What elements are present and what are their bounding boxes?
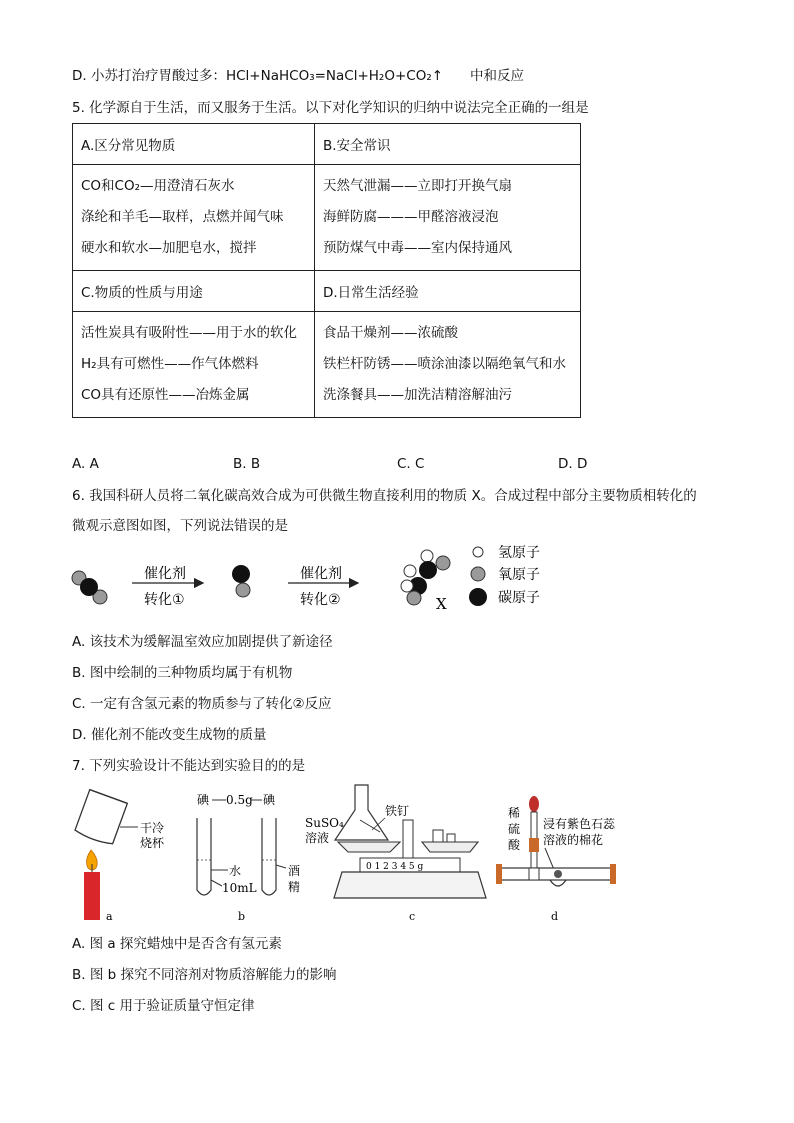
q5-b-line: 海鲜防腐———甲醛溶液浸泡 bbox=[323, 209, 499, 225]
q5-a-line: 涤纶和羊毛—取样，点燃并闻气味 bbox=[81, 209, 284, 225]
fig-a-caption: a bbox=[106, 910, 113, 923]
legend-hydrogen: 氢原子 bbox=[498, 545, 540, 561]
q5-c-line: 活性炭具有吸附性——用于水的软化 bbox=[81, 325, 297, 341]
fig-b-volume: 10mL bbox=[222, 881, 257, 895]
weight-icon bbox=[433, 830, 443, 842]
fig-d-acid2: 硫 bbox=[508, 822, 521, 836]
figure-c bbox=[305, 785, 486, 923]
q5-cell-d-body bbox=[315, 312, 581, 418]
fig-c-solution2: 溶液 bbox=[305, 831, 330, 845]
fig-c-solution1: SuSO₄ bbox=[305, 816, 344, 830]
q4-option-d: D. 小苏打治疗胃酸过多：HCl+NaHCO₃=NaCl+H₂O+CO₂↑ 中和反应 bbox=[72, 68, 525, 84]
q5-b-line: 预防煤气中毒——室内保持通风 bbox=[323, 240, 512, 256]
legend-carbon: 碳原子 bbox=[498, 590, 540, 606]
oxygen-legend-icon bbox=[471, 567, 485, 581]
fig-c-nail: 铁钉 bbox=[385, 804, 410, 818]
fig-c-scale: 0 1 2 3 4 5 g bbox=[366, 862, 424, 872]
q5-table bbox=[72, 123, 581, 418]
catalyst-label-2: 催化剂 bbox=[300, 566, 342, 582]
fig-b-iodine-left: 碘 bbox=[197, 793, 210, 807]
q5-option-b[interactable]: B. B bbox=[233, 456, 261, 472]
test-tube-left bbox=[197, 818, 211, 895]
q7-option-c[interactable]: C. 图 c 用于验证质量守恒定律 bbox=[72, 998, 255, 1014]
q5-option-a[interactable]: A. A bbox=[72, 456, 99, 472]
cotton-ball-icon bbox=[554, 870, 562, 878]
fig-b-caption: b bbox=[238, 910, 246, 923]
q5-c-line: H₂具有可燃性——作气体燃料 bbox=[81, 356, 259, 372]
figure-a bbox=[74, 790, 165, 923]
left-pan bbox=[338, 842, 400, 852]
q5-option-c[interactable]: C. C bbox=[397, 456, 425, 472]
q5-cell-d-head: D.日常生活经验 bbox=[315, 271, 581, 312]
fig-b-water: 水 bbox=[229, 864, 242, 878]
co2-molecule bbox=[72, 571, 107, 604]
co-molecule bbox=[232, 565, 250, 597]
dropper-bulb-icon bbox=[529, 796, 539, 812]
fig-b-alcohol2: 精 bbox=[288, 880, 301, 894]
fig-a-label1: 干冷 bbox=[140, 821, 165, 835]
fig-d-acid1: 稀 bbox=[508, 806, 521, 820]
q5-cell-b-body bbox=[315, 165, 581, 271]
x-label: X bbox=[436, 595, 447, 613]
q7-stem: 7. 下列实验设计不能达到实验目的的是 bbox=[72, 758, 306, 774]
test-tube-right bbox=[262, 818, 276, 895]
fig-b-mass: 0.5g bbox=[226, 793, 253, 807]
q5-d-line: 铁栏杆防锈——喷涂油漆以隔绝氧气和水 bbox=[323, 356, 566, 372]
q5-cell-c-head: C.物质的性质与用途 bbox=[73, 271, 315, 312]
q5-c-line: CO具有还原性——冶炼金属 bbox=[81, 387, 250, 403]
q6-stem-line2: 微观示意图如图，下列说法错误的是 bbox=[72, 518, 288, 534]
carbon-legend-icon bbox=[469, 588, 487, 606]
q7-experiment-figures bbox=[0, 780, 794, 930]
fig-a-label2: 烧杯 bbox=[140, 836, 165, 850]
candle-icon bbox=[84, 872, 100, 920]
q5-cell-a-head: A.区分常见物质 bbox=[73, 124, 315, 165]
q6-stem-line1: 6. 我国科研人员将二氧化碳高效合成为可供微生物直接利用的物质 X。合成过程中部分主要物质相转化的 bbox=[72, 488, 697, 504]
q5-option-d[interactable]: D. D bbox=[558, 456, 588, 472]
fig-c-caption: c bbox=[409, 910, 416, 923]
legend-oxygen: 氧原子 bbox=[498, 567, 540, 583]
fig-d-cotton1: 浸有紫色石蕊 bbox=[543, 817, 616, 831]
q6-option-c[interactable]: C. 一定有含氢元素的物质参与了转化②反应 bbox=[72, 696, 332, 712]
dry-cold-beaker bbox=[74, 790, 127, 846]
q6-option-d[interactable]: D. 催化剂不能改变生成物的质量 bbox=[72, 727, 267, 743]
balance-base bbox=[334, 872, 486, 898]
q5-cell-b-head: B.安全常识 bbox=[315, 124, 581, 165]
q5-cell-a-body bbox=[73, 165, 315, 271]
fig-b-alcohol1: 酒 bbox=[288, 864, 301, 878]
fig-b-iodine-right: 碘 bbox=[263, 793, 276, 807]
q5-stem: 5. 化学源自于生活，而又服务于生活。以下对化学知识的归纳中说法完全正确的一组是 bbox=[72, 100, 589, 116]
figure-d bbox=[496, 796, 616, 923]
q6-option-b[interactable]: B. 图中绘制的三种物质均属于有机物 bbox=[72, 665, 293, 681]
fig-d-caption: d bbox=[551, 910, 559, 923]
hydrogen-legend-icon bbox=[473, 547, 483, 557]
step-label-1: 转化① bbox=[144, 592, 185, 608]
q6-molecule-diagram bbox=[0, 540, 794, 620]
fig-d-cotton2: 溶液的棉花 bbox=[543, 833, 604, 847]
q7-option-a[interactable]: A. 图 a 探究蜡烛中是否含有氢元素 bbox=[72, 936, 282, 952]
q7-option-b[interactable]: B. 图 b 探究不同溶剂对物质溶解能力的影响 bbox=[72, 967, 337, 983]
q5-d-line: 洗涤餐具——加洗洁精溶解油污 bbox=[323, 387, 512, 403]
q5-d-line: 食品干燥剂——浓硫酸 bbox=[323, 325, 458, 341]
q5-cell-c-body bbox=[73, 312, 315, 418]
q5-a-line: CO和CO₂—用澄清石灰水 bbox=[81, 178, 235, 194]
step-label-2: 转化② bbox=[300, 592, 341, 608]
fig-d-acid3: 酸 bbox=[508, 838, 521, 852]
q6-option-a[interactable]: A. 该技术为缓解温室效应加剧提供了新途径 bbox=[72, 634, 333, 650]
catalyst-label-1: 催化剂 bbox=[144, 566, 186, 582]
figure-b bbox=[197, 792, 300, 923]
right-pan bbox=[422, 842, 478, 852]
q5-b-line: 天然气泄漏——立即打开换气扇 bbox=[323, 178, 512, 194]
q5-a-line: 硬水和软水—加肥皂水，搅拌 bbox=[81, 240, 257, 256]
